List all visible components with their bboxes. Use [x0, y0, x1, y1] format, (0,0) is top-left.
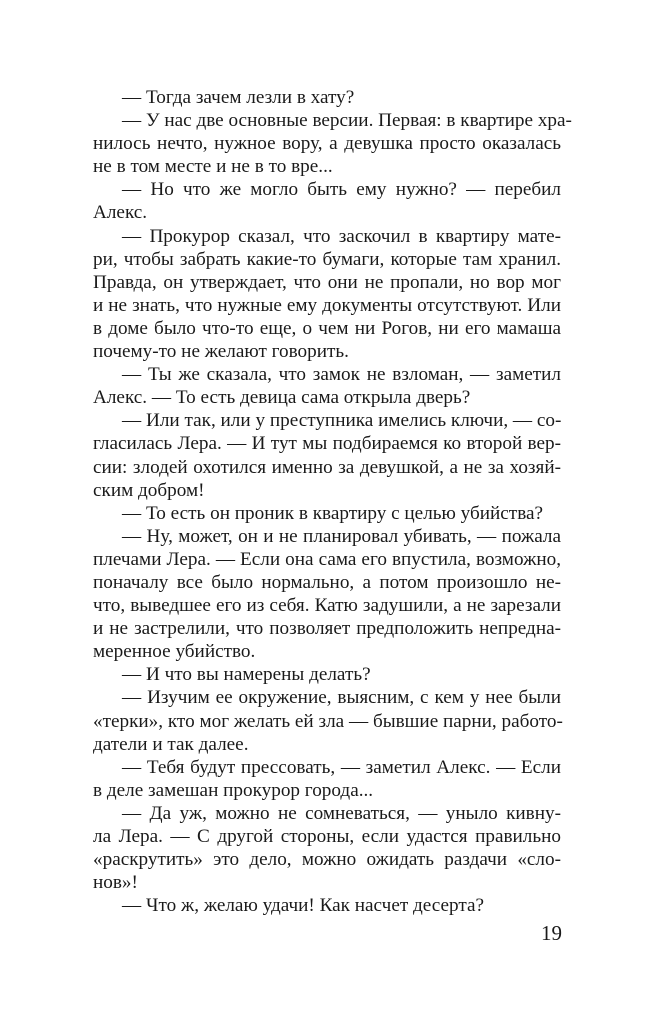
text-line: «раскрутить» это дело, можно ожидать раздачи «сло- — [93, 849, 561, 871]
text-line: нов»! — [93, 872, 138, 894]
text-line: — То есть он проник в квартиру с целью убийства? — [122, 502, 544, 524]
text-line: почему-то не желают говорить. — [93, 341, 349, 363]
text-line: ла Лера. — С другой стороны, если удастся правильно — [93, 826, 561, 847]
text-line: — Да уж, можно не сомневаться, — уныло кивну- — [122, 802, 561, 824]
text-line: — И что вы намерены делать? — [122, 664, 371, 686]
text-line: датели и так далее. — [93, 733, 249, 755]
text-line: — Тогда зачем лезли в хату? — [122, 87, 355, 108]
text-line: плечами Лера. — Если она сама его впустила, возможно, — [93, 548, 561, 570]
text-line: ским добром! — [93, 479, 205, 501]
text-line: нилось нечто, нужное вору, а девушка просто оказалась — [93, 133, 561, 155]
text-line: гласилась Лера. — И тут мы подбираемся ко второй вер- — [93, 433, 561, 455]
text-line: — Изучим ее окружение, выясним, с кем у нее были — [122, 687, 561, 709]
text-line: не в том месте и не в то вре... — [93, 156, 333, 178]
text-line: — Ты же сказала, что замок не взломан, — заметил — [122, 364, 561, 386]
text-line: поначалу все было нормально, а потом произошло не- — [93, 571, 561, 593]
text-line: — Прокурор сказал, что заскочил в квартиру мате- — [122, 225, 561, 247]
text-line: и не знать, что нужные ему документы отсутствуют. Или — [93, 294, 561, 316]
text-line: сии: злодей охотился именно за девушкой, а не за хозяй- — [93, 456, 561, 478]
text-line: и не застрелили, что позволяет предположить непредна- — [93, 618, 561, 640]
page-text — [93, 86, 572, 917]
text-line: что, выведшее его из себя. Катю задушили, а не зарезали — [93, 595, 561, 617]
text-line: — Но что же могло быть ему нужно? — перебил — [122, 179, 561, 201]
page-number: 19 — [541, 921, 562, 945]
text-line: в доме было что-то еще, о чем ни Рогов, ни его мамаша — [93, 317, 561, 339]
text-line: — У нас две основные версии. Первая: в квартире хра- — [122, 110, 572, 132]
text-line: — Ну, может, он и не планировал убивать, — пожала — [122, 525, 561, 547]
text-line: — Что ж, желаю удачи! Как насчет десерта? — [122, 895, 485, 917]
text-line: «терки», кто мог желать ей зла — бывшие парни, работо- — [93, 710, 563, 732]
text-line: Алекс. — [93, 202, 148, 224]
text-line: — Или так, или у преступника имелись ключи, — со- — [122, 410, 562, 432]
text-line: — Тебя будут прессовать, — заметил Алекс. — Если — [122, 756, 561, 778]
text-line: ри, чтобы забрать какие-то бумаги, которые там хранил. — [93, 248, 561, 270]
text-line: Правда, он утверждает, что они не пропали, но вор мог — [93, 271, 561, 293]
text-line: меренное убийство. — [93, 641, 256, 663]
text-line: Алекс. — То есть девица сама открыла дверь? — [93, 387, 471, 409]
text-line: в деле замешан прокурор города... — [93, 779, 374, 801]
